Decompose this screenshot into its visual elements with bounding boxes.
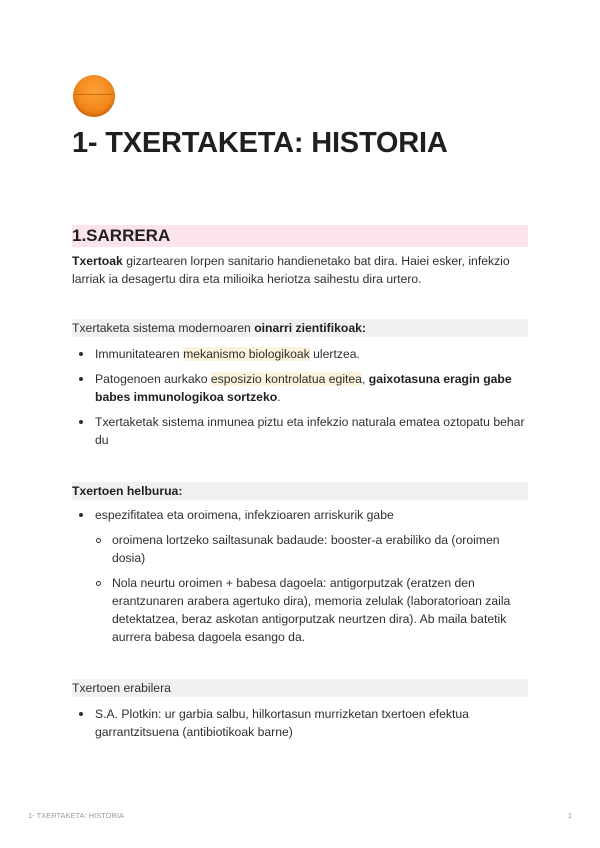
item-text: Patogenoen aurkako	[95, 372, 211, 386]
item-text: ulertzea.	[309, 347, 360, 361]
item-text: oroimena lortzeko sailtasunak badaude: booster-a erabiliko da (oroimen dosia)	[112, 533, 500, 565]
item-text: .	[277, 390, 281, 404]
item-text: Txertaketak sistema inmunea piztu eta infekzio naturala ematea oztopatu behar du	[95, 415, 525, 447]
intro-text: gizartearen lorpen sanitario handienetako bat dira. Haiei esker, infekzio larriak ia desagertu dira eta milioika heriotza saihestu dira urtero.	[72, 254, 510, 286]
section-heading: 1.SARRERA	[72, 225, 528, 247]
scientific-bold: oinarri zientifikoak:	[254, 321, 366, 335]
intro-paragraph	[72, 252, 528, 288]
orange-circle-icon	[73, 75, 115, 117]
item-text: S.A. Plotkin: ur garbia salbu, hilkortasun murrizketan txertoen efektua garrantzitsuena (antibiotikoak barne)	[95, 707, 469, 739]
item-text: espezifitatea eta oroimena, infekzioaren arriskurik gabe	[95, 508, 394, 522]
purpose-heading	[72, 482, 528, 500]
scientific-heading	[72, 319, 528, 337]
list-item	[95, 531, 528, 567]
scientific-list	[78, 345, 528, 456]
page-number: 1	[567, 811, 572, 820]
purpose-list	[78, 506, 528, 653]
item-text: Immunitatearen	[95, 347, 184, 361]
purpose-sublist	[95, 531, 528, 646]
scientific-prefix: Txertaketa sistema modernoaren	[72, 321, 255, 335]
usage-list	[78, 705, 528, 748]
list-item	[78, 413, 528, 449]
item-text: Nola neurtu oroimen + babesa dagoela: antigorputzak (eratzen den erantzunaren arabera agertuko dira), memoria zelulak (laboratorioan zaila detektatzea, beraz askotan antigorputzak neurtzen dira). Ab maila batetik aurrera babesa dagoela esango da.	[112, 576, 511, 644]
list-item	[78, 705, 528, 741]
footer-title: 1- TXERTAKETA: HISTORIA	[28, 811, 124, 820]
list-item	[95, 574, 528, 646]
purpose-label: Txertoen helburua:	[72, 484, 183, 498]
usage-label: Txertoen erabilera	[72, 681, 171, 695]
item-text: ,	[361, 372, 369, 386]
list-item	[78, 345, 528, 363]
highlight-text: esposizio kontrolatua egitea	[210, 372, 362, 386]
bold-text: gaixotasuna eragin gabe babes immunologikoa sortzeko	[95, 372, 512, 404]
list-item	[78, 506, 528, 646]
page-title: 1- TXERTAKETA: HISTORIA	[72, 127, 448, 159]
intro-bold: Txertoak	[72, 254, 123, 268]
highlight-text: mekanismo biologikoak	[183, 347, 310, 361]
usage-heading	[72, 679, 528, 697]
list-item	[78, 370, 528, 406]
